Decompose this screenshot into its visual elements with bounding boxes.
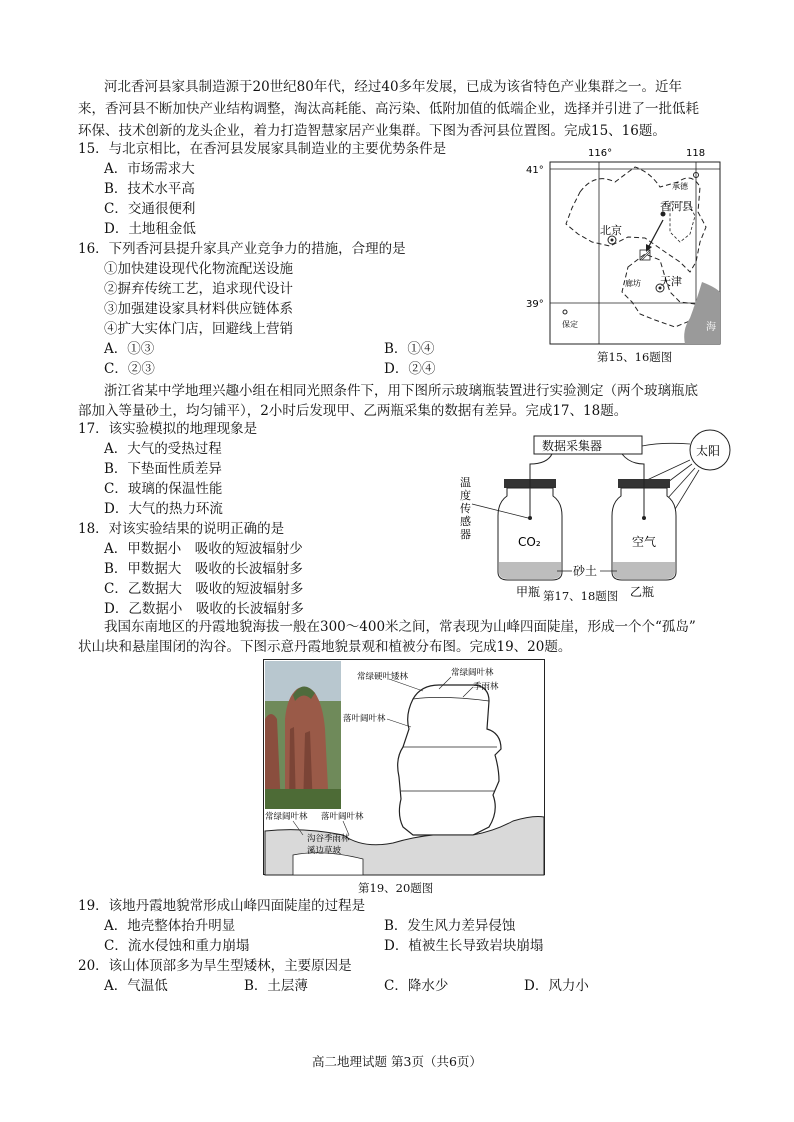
question-stem: 19．该地丹霞地貌常形成山峰四面陡崖的过程是: [78, 898, 366, 914]
option: A．气温低: [104, 978, 168, 994]
option: C．流水侵蚀和重力崩塌: [104, 938, 250, 954]
statement-item: ①加快建设现代化物流配送设施: [104, 261, 293, 277]
glass-jar-experiment-diagram: [452, 424, 734, 604]
option: D．风力小: [524, 978, 589, 994]
option: B．土层薄: [244, 978, 308, 994]
question-stem: 15．与北京相比，在香河县发展家具制造业的主要优势条件是: [78, 141, 447, 157]
option: B．发生风力差异侵蚀: [384, 918, 516, 934]
text-line: 来，香河县不断加快产业结构调整，淘汰高耗能、高污染、低附加值的低端企业，选择并引进了一批低耗: [78, 101, 699, 117]
option: D．大气的热力环流: [104, 501, 223, 517]
vegetation-label: 常绿阔叶林: [451, 668, 494, 678]
figure-caption: 第17、18题图: [543, 589, 619, 603]
option: D．植被生长导致岩块崩塌: [384, 938, 544, 954]
text-line: 环保、技术创新的龙头企业，着力打造智慧家居产业集群。下图为香河县位置图。完成15、16题。: [78, 123, 666, 139]
city-baoding: 保定: [562, 320, 578, 329]
sensor-label: 温度传感器: [460, 476, 471, 541]
lon-label-left: 116°: [588, 148, 613, 159]
vegetation-label: 沟谷季雨林: [307, 834, 350, 844]
option: D．②④: [384, 361, 436, 377]
jar-b-label: 乙瓶: [630, 585, 655, 599]
text-line: 浙江省某中学地理兴趣小组在相同光照条件下，用下图所示玻璃瓶装置进行实验测定（两个玻璃瓶底: [104, 383, 698, 399]
city-langfang: 廊坊: [625, 279, 641, 288]
vegetation-label: 落叶阔叶林: [343, 714, 386, 724]
city-xianghe: 香河县: [660, 200, 693, 213]
option: D．土地租金低: [104, 221, 196, 237]
statement-item: ④扩大实体门店，回避线上营销: [104, 321, 293, 337]
option: C．乙数据大 吸收的短波辐射多: [104, 581, 304, 597]
option: C．交通很便利: [104, 201, 196, 217]
option: A．①③: [104, 341, 155, 357]
vegetation-label: 常绿硬叶矮林: [357, 672, 409, 682]
option: D．乙数据小 吸收的长波辐射多: [104, 601, 304, 617]
option: A．市场需求大: [104, 161, 195, 177]
collector-label: 数据采集器: [542, 439, 603, 453]
question-stem: 17．该实验模拟的地理现象是: [78, 421, 258, 437]
vegetation-label: 季雨林: [473, 682, 499, 692]
option: C．②③: [104, 361, 155, 377]
figure-caption: 第19、20题图: [358, 881, 434, 895]
sea-label: 海: [706, 322, 716, 333]
option: B．技术水平高: [104, 181, 195, 197]
city-tianjin: 天津: [660, 275, 682, 288]
option: B．①④: [384, 341, 435, 357]
question-stem: 20．该山体顶部多为旱生型矮林，主要原因是: [78, 958, 352, 974]
option: C．玻璃的保温性能: [104, 481, 223, 497]
statement-item: ③加强建设家具材料供应链体系: [104, 301, 293, 317]
page-footer: 高二地理试题 第3页（共6页）: [312, 1054, 482, 1069]
lat-label-top: 41°: [526, 165, 544, 176]
option: B．下垫面性质差异: [104, 461, 222, 477]
text-line: 状山块和悬崖围闭的沟谷。下图示意丹霞地貌景观和植被分布图。完成19、20题。: [78, 639, 572, 655]
text-line: 部加入等量砂土，均匀铺平），2小时后发现甲、乙两瓶采集的数据有差异。完成17、18题。: [78, 403, 628, 419]
vegetation-label: 常绿阔叶林: [265, 812, 308, 822]
sand-label: 砂土: [573, 564, 598, 578]
figure-caption: 第15、16题图: [597, 350, 673, 364]
danxia-photo: [265, 661, 341, 809]
text-line: 我国东南地区的丹霞地貌海拔一般在300～400米之间，常表现为山峰四面陡崖，形成一个个“孤岛”: [104, 619, 696, 635]
option: A．甲数据小 吸收的短波辐射少: [104, 541, 303, 557]
city-beijing: 北京: [600, 224, 622, 237]
lon-label-right: 118: [686, 148, 706, 159]
statement-item: ②摒弃传统工艺，追求现代设计: [104, 281, 293, 297]
danxia-landform-diagram: [263, 659, 545, 877]
option: C．降水少: [384, 978, 449, 994]
lat-label-bottom: 39°: [526, 299, 544, 310]
question-stem: 18．对该实验结果的说明正确的是: [78, 521, 285, 537]
city-chengde: 承德: [672, 182, 688, 191]
air-label: 空气: [632, 535, 657, 549]
vegetation-label: 落叶阔叶林: [321, 812, 364, 822]
svg-text:太阳: 太阳: [696, 444, 721, 458]
option: A．地壳整体抬升明显: [104, 918, 236, 934]
co2-label: CO₂: [518, 535, 541, 549]
jar-a-label: 甲瓶: [516, 585, 541, 599]
text-line: 河北香河县家具制造源于20世纪80年代，经过40多年发展，已成为该省特色产业集群之一。近年: [104, 79, 683, 95]
option: B．甲数据大 吸收的长波辐射多: [104, 561, 303, 577]
xianghe-location-map: [520, 142, 730, 372]
vegetation-label: 溪边草坡: [307, 846, 342, 856]
question-stem: 16．下列香河县提升家具产业竞争力的措施，合理的是: [78, 241, 406, 257]
option: A．大气的受热过程: [104, 441, 222, 457]
